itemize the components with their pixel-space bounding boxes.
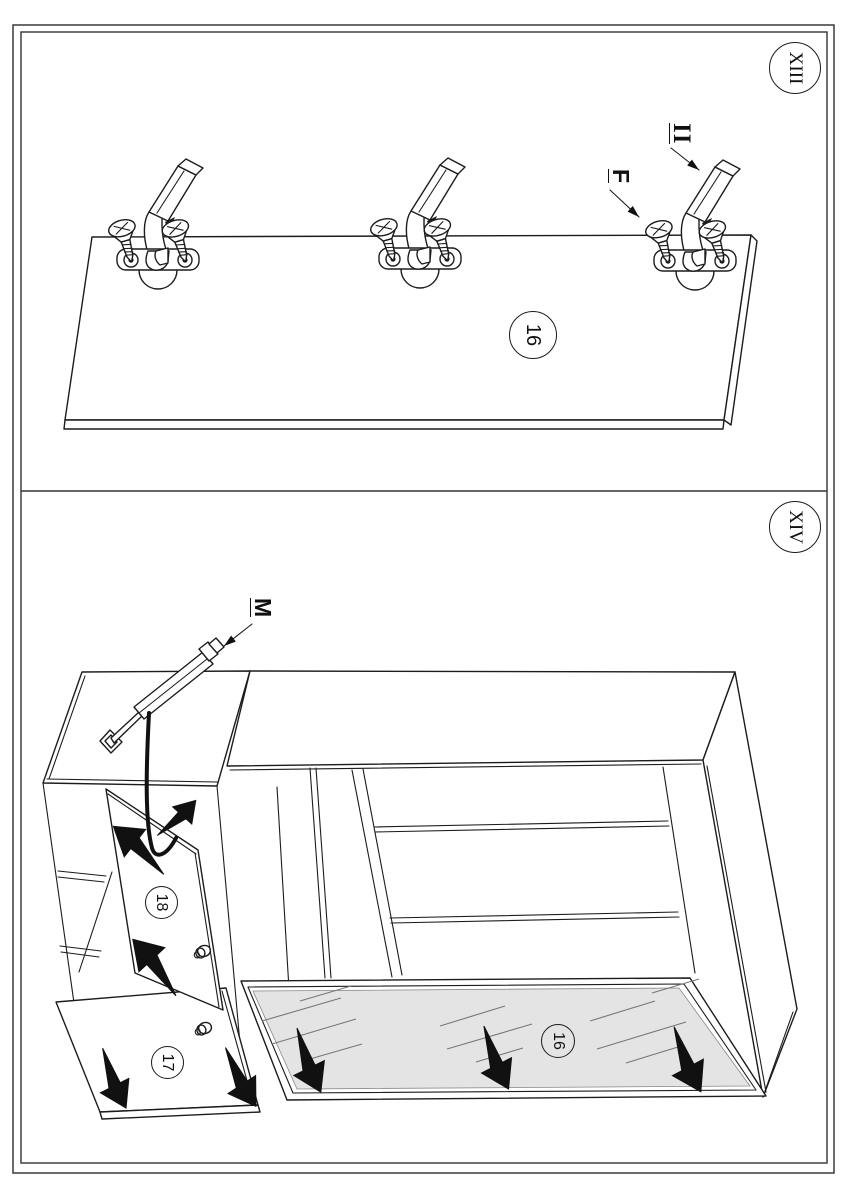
part-16-glass-text: 16 — [550, 1032, 567, 1050]
panel-xiii-drawing — [64, 148, 757, 429]
label-hinge-ii: II — [668, 123, 695, 145]
label-screw-f: F — [608, 169, 634, 184]
part-17-text: 17 — [159, 1053, 177, 1072]
part-badge-17 — [151, 1046, 184, 1079]
part-badge-16-glass — [541, 1024, 575, 1058]
part-16-board-text: 16 — [522, 323, 545, 347]
panel-xiv-drawing — [43, 624, 797, 1119]
label-leader-m — [224, 624, 252, 646]
step-badge-xiii — [769, 42, 821, 94]
part-badge-18 — [145, 886, 178, 919]
step-xiii-text: XIII — [785, 51, 806, 85]
step-xiv-text: XIV — [785, 510, 806, 544]
part-badge-16-board — [509, 311, 557, 359]
part-18-text: 18 — [153, 893, 171, 912]
step-badge-xiv — [769, 501, 821, 553]
label-strut-m: M — [250, 598, 276, 618]
